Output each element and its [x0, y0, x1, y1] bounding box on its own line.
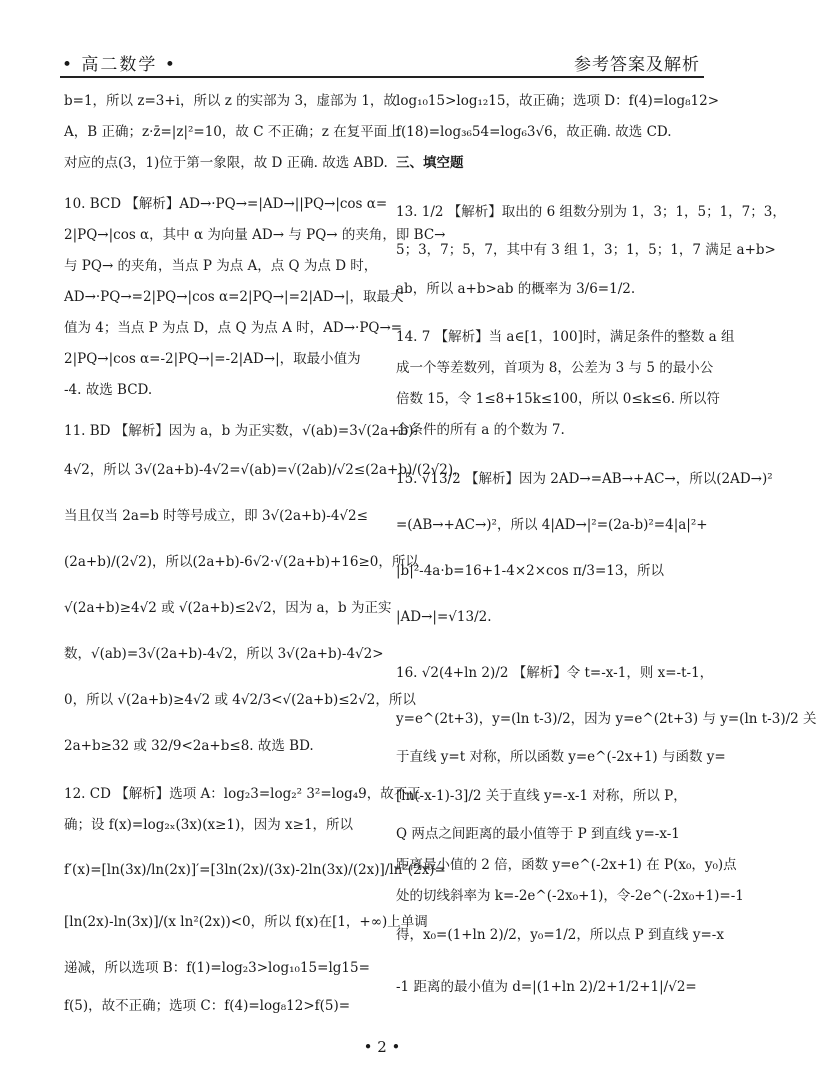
text-line: 得，x₀=(1+ln 2)/2，y₀=1/2，所以点 P 到直线 y=-x: [396, 927, 724, 943]
text-line: [ln(-x-1)-3]/2 关于直线 y=-x-1 对称，所以 P，: [396, 788, 687, 804]
text-line: f(18)=log₃₆54=log₆3√6，故正确. 故选 CD.: [396, 124, 672, 140]
text-line: -4. 故选 BCD.: [64, 382, 153, 398]
text-line: b=1，所以 z=3+i，所以 z 的实部为 3，虚部为 1，故: [64, 93, 397, 109]
text-line: 0，所以 √(2a+b)≥4√2 或 4√2/3<√(2a+b)≤2√2，所以: [64, 692, 416, 708]
text-line: 10. BCD 【解析】AD→·PQ→=|AD→||PQ→|cos α=: [64, 196, 388, 212]
text-line: 成一个等差数列，首项为 8，公差为 3 与 5 的最小公: [396, 360, 714, 376]
text-line: 15. √13/2 【解析】因为 2AD→=AB→+AC→，所以(2AD→)²: [396, 471, 773, 487]
text-line: 16. √2(4+ln 2)/2 【解析】令 t=-x-1，则 x=-t-1，: [396, 665, 714, 681]
text-line: [ln(2x)-ln(3x)]/(x ln²(2x))<0，所以 f(x)在[1，+∞)上单调: [64, 914, 428, 930]
text-line: 13. 1/2 【解析】取出的 6 组数分别为 1，3；1，5；1，7；3，: [396, 204, 786, 220]
text-line: 值为 4；当点 P 为点 D，点 Q 为点 A 时，AD→·PQ→=: [64, 320, 403, 336]
text-line: 2|PQ→|cos α，其中 α 为向量 AD→ 与 PQ→ 的夹角，即 BC→: [64, 227, 446, 243]
text-line: √(2a+b)≥4√2 或 √(2a+b)≤2√2，因为 a，b 为正实: [64, 600, 392, 616]
section-heading: 三、填空题: [396, 155, 464, 171]
text-line: Q 两点之间距离的最小值等于 P 到直线 y=-x-1: [396, 826, 680, 842]
text-line: f(5)，故不正确；选项 C：f(4)=log₈12>f(5)=: [64, 998, 351, 1014]
text-line: AD→·PQ→=2|PQ→|cos α=2|PQ→|=2|AD→|，取最大: [64, 289, 404, 305]
text-line: 倍数 15，令 1≤8+15k≤100，所以 0≤k≤6. 所以符: [396, 391, 720, 407]
text-line: 对应的点(3，1)位于第一象限，故 D 正确. 故选 ABD.: [64, 155, 388, 171]
text-line: 数，√(ab)=3√(2a+b)-4√2，所以 3√(2a+b)-4√2>: [64, 646, 384, 662]
text-line: 与 PQ→ 的夹角，当点 P 为点 A，点 Q 为点 D 时，: [64, 258, 378, 274]
text-line: |AD→|=√13/2.: [396, 609, 492, 625]
text-line: f′(x)=[ln(3x)/ln(2x)]′=[3ln(2x)/(3x)-2ln(3x)/(2x)]/ln²(2x)=: [64, 862, 446, 878]
text-line: 处的切线斜率为 k=-2e^(-2x₀+1)，令-2e^(-2x₀+1)=-1: [396, 888, 744, 904]
text-line: 2|PQ→|cos α=-2|PQ→|=-2|AD→|，取最小值为: [64, 351, 361, 367]
text-line: 于直线 y=t 对称，所以函数 y=e^(-2x+1) 与函数 y=: [396, 749, 726, 765]
header-right: 参考答案及解析: [574, 55, 700, 75]
text-line: 当且仅当 2a=b 时等号成立，即 3√(2a+b)-4√2≤: [64, 508, 368, 524]
text-line: 5；3，7；5，7，其中有 3 组 1，3；1，5；1，7 满足 a+b>: [396, 242, 776, 258]
text-line: ab，所以 a+b>ab 的概率为 3/6=1/2.: [396, 281, 636, 297]
text-line: 2a+b≥32 或 32/9<2a+b≤8. 故选 BD.: [64, 738, 314, 754]
header-left: • 高二数学 •: [62, 55, 177, 75]
text-line: 4√2，所以 3√(2a+b)-4√2=√(ab)=√(2ab)/√2≤(2a+b)/(2√2)，: [64, 462, 467, 478]
text-line: log₁₀15>log₁₂15，故正确；选项 D：f(4)=log₈12>: [396, 93, 720, 109]
text-line: 12. CD 【解析】选项 A：log₂3=log₂² 3²=log₄9，故不正: [64, 786, 421, 802]
text-line: A，B 正确；z·z̄=|z|²=10，故 C 不正确；z 在复平面上: [64, 124, 401, 140]
text-line: 11. BD 【解析】因为 a，b 为正实数，√(ab)=3√(2a+b)-: [64, 423, 419, 439]
text-line: (2a+b)/(2√2)，所以(2a+b)-6√2·√(2a+b)+16≥0，所以: [64, 554, 419, 570]
page-number: • 2 •: [363, 1038, 401, 1056]
text-line: 距离最小值的 2 倍，函数 y=e^(-2x+1) 在 P(x₀，y₀)点: [396, 857, 737, 873]
text-line: 确；设 f(x)=log₂ₓ(3x)(x≥1)，因为 x≥1，所以: [64, 817, 354, 833]
header-rule: [60, 76, 704, 78]
text-line: =(AB→+AC→)²，所以 4|AD→|²=(2a-b)²=4|a|²+: [396, 517, 708, 533]
right-column: [396, 86, 817, 1016]
text-line: 14. 7 【解析】当 a∈[1，100]时，满足条件的整数 a 组: [396, 329, 735, 345]
text-line: y=e^(2t+3)，y=(ln t-3)/2，因为 y=e^(2t+3) 与 y=(ln t-3)/2 关: [396, 711, 817, 727]
text-line: |b|²-4a·b=16+1-4×2×cos π/3=13，所以: [396, 563, 664, 579]
text-line: -1 距离的最小值为 d=|(1+ln 2)/2+1/2+1|/√2=: [396, 979, 697, 995]
text-line: 递减，所以选项 B：f(1)=log₂3>log₁₀15=lg15=: [64, 960, 370, 976]
text-line: 合条件的所有 a 的个数为 7.: [396, 422, 565, 438]
